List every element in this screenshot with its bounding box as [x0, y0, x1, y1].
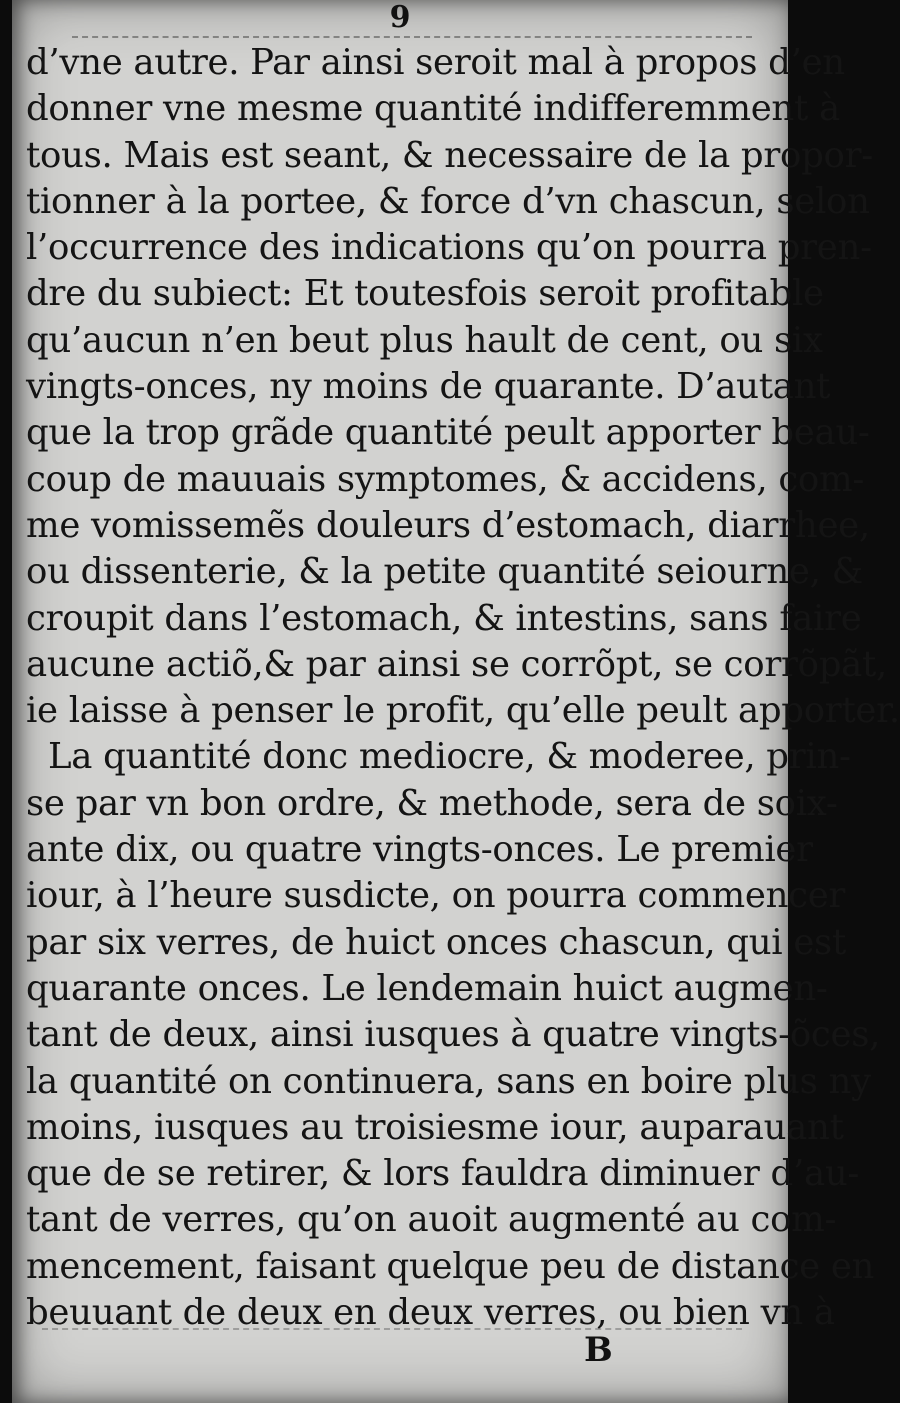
- text-line: La quantité donc mediocre, & moderee, prin-: [48, 736, 851, 778]
- text-line: iour, à l’heure susdicte, on pourra commencer: [26, 875, 846, 917]
- text-line: ou dissenterie, & la petite quantité seiourne, &: [26, 551, 863, 593]
- page-number: 9: [389, 0, 411, 35]
- body-text: [26, 40, 900, 1336]
- text-line: mencement, faisant quelque peu de distance en: [26, 1245, 875, 1287]
- text-line: quarante onces. Le lendemain huict augmen-: [26, 967, 828, 1009]
- text-line: la quantité on continuera, sans en boire plus ny: [26, 1060, 871, 1102]
- text-line: tionner à la portee, & force d’vn chascun, selon: [26, 180, 870, 222]
- signature-mark: B: [584, 1330, 613, 1370]
- text-line: se par vn bon ordre, & methode, sera de soix-: [26, 782, 838, 824]
- text-line: aucune actiõ,& par ainsi se corrõpt, se corrõpãt,: [26, 643, 887, 685]
- text-line: dre du subiect: Et toutesfois seroit profitable: [26, 273, 824, 315]
- text-line: qu’aucun n’en beut plus hault de cent, ou six: [26, 319, 823, 361]
- text-line: me vomissemẽs douleurs d’estomach, diarrhee,: [26, 504, 870, 546]
- text-line: croupit dans l’estomach, & intestins, sans faire: [26, 597, 862, 639]
- text-line: tant de deux, ainsi iusques à quatre vingts-õces,: [26, 1014, 881, 1056]
- text-line: tous. Mais est seant, & necessaire de la propor-: [26, 134, 873, 176]
- text-line: vingts-onces, ny moins de quarante. D’autant: [26, 366, 831, 408]
- text-line: ante dix, ou quatre vingts-onces. Le premier: [26, 829, 813, 871]
- text-line: que de se retirer, & lors fauldra diminuer d’au-: [26, 1153, 860, 1195]
- text-line: tant de verres, qu’on auoit augmenté au com-: [26, 1199, 837, 1241]
- text-line: que la trop grãde quantité peult apporter beau-: [26, 412, 870, 454]
- bottom-rule: [42, 1328, 742, 1332]
- text-line: par six verres, de huict onces chascun, qui est: [26, 921, 846, 963]
- book-page: [12, 0, 900, 1403]
- text-line: coup de mauuais symptomes, & accidens, com-: [26, 458, 865, 500]
- text-line: l’occurrence des indications qu’on pourra pren-: [26, 227, 872, 269]
- text-line: ie laisse à penser le profit, qu’elle peult apporter.: [26, 690, 900, 732]
- text-line: d’vne autre. Par ainsi seroit mal à propos d’en: [26, 42, 845, 83]
- text-line: beuuant de deux en deux verres, ou bien vn à: [26, 1292, 835, 1334]
- text-line: donner vne mesme quantité indifferemment à: [26, 88, 840, 130]
- text-line: moins, iusques au troisiesme iour, auparauant: [26, 1106, 844, 1148]
